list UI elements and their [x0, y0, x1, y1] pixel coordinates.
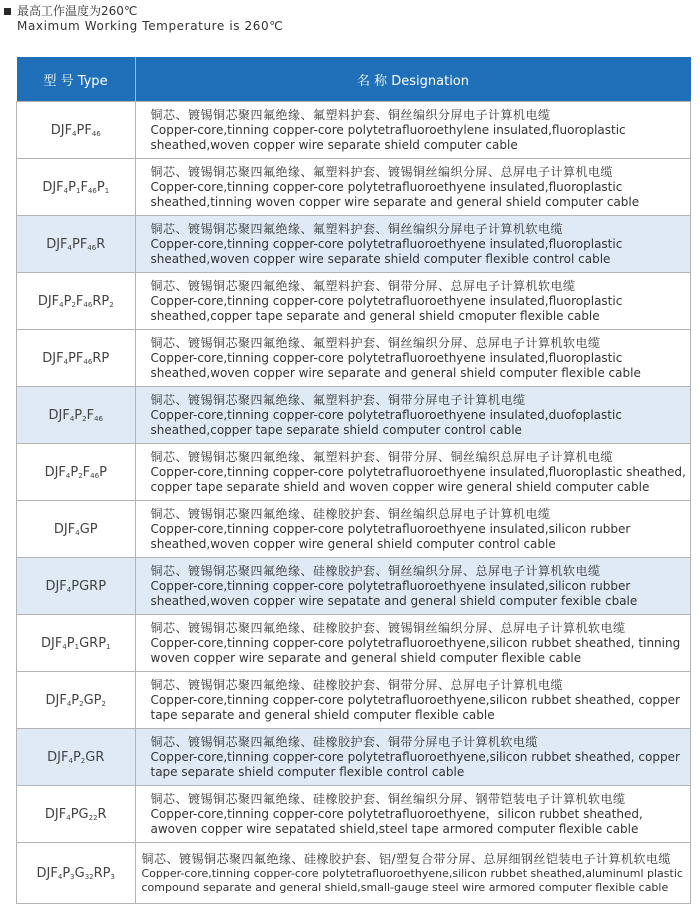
designation-cn: 铜芯、镀锡铜芯聚四氟绝缘、氟塑料护套、铜带分屏、铜丝编织总屏电子计算机电缆 [150, 449, 614, 464]
table-row [17, 501, 691, 558]
model-code-subscript: 46 [83, 300, 93, 309]
model-code-part: F [86, 407, 95, 423]
model-code-subscript: 46 [87, 243, 97, 252]
table-row [17, 843, 691, 904]
model-code-part: DJF [37, 293, 60, 309]
model-code-part: DJF [48, 407, 70, 423]
designation [135, 786, 691, 843]
designation-cn: 铜芯、镀锡铜芯聚四氟绝缘、氟塑料护套、铜丝编织分屏电子计算机电缆 [150, 107, 551, 122]
model-code-part: R [97, 806, 107, 822]
model-code-part: DJF [42, 350, 64, 366]
model-code-subscript: 4 [69, 414, 75, 423]
model-code-part: P [70, 464, 79, 480]
designation-cn: 铜芯、镀锡铜芯聚四氟绝缘、硅橡胶护套、铜丝编织分屏、总屏电子计算机软电缆 [150, 563, 601, 578]
model-code-subscript: 4 [67, 243, 72, 252]
designation [135, 387, 691, 444]
model-code-part: RP [92, 293, 110, 309]
model-code-subscript: 1 [106, 642, 111, 651]
model-code-part: RP [93, 865, 111, 881]
model-code-part: GP [79, 521, 98, 537]
column-header-designation: 名 称 Designation [135, 57, 691, 102]
designation-en: Copper-core,tinning copper-core polytetrafluoroethyene,silicon rubbet sheathed, copper tape separate shield computer flexible control cable [150, 749, 680, 779]
model-code-subscript: 1 [74, 642, 80, 651]
table-row [17, 387, 691, 444]
model-code [17, 729, 136, 786]
designation [135, 444, 691, 501]
designation [135, 216, 691, 273]
designation-cn: 铜芯、镀锡铜芯聚四氟绝缘、氟塑料护套、镀锡铜丝编织分屏、总屏电子计算机电缆 [150, 164, 614, 179]
model-code [17, 558, 136, 615]
designation [135, 672, 691, 729]
model-code-subscript: 2 [80, 756, 86, 765]
designation [135, 102, 691, 159]
table-row [17, 786, 691, 843]
designation-en: Copper-core,tinning copper-core polytetrafluoroethyene insulated,silicon rubber sheathed,woven copper wire general shield computer control cable [150, 521, 631, 551]
model-code-part: P [71, 692, 80, 708]
model-code-subscript: 2 [71, 300, 76, 309]
designation-en: Copper-core,tinning copper-core polytetrafluoroethyene insulated,fluoroplastic sheathed,woven copper wire separate and general shield computer flexible cable [150, 350, 641, 380]
model-code [17, 387, 136, 444]
model-code-subscript: 4 [57, 872, 63, 881]
model-code [17, 444, 136, 501]
designation-en: Copper-core,tinning copper-core polytetrafluoroethyene insulated,duofoplastic sheathed,copper tape separate shield computer control cable [150, 407, 622, 437]
model-code-subscript: 4 [72, 129, 77, 138]
model-code-part: P [62, 865, 71, 881]
model-code-subscript: 4 [63, 357, 69, 366]
model-code-part: F [80, 179, 88, 195]
model-code-subscript: 4 [68, 756, 73, 765]
model-code-subscript: 46 [91, 129, 101, 138]
model-code-part: DJF [53, 521, 76, 537]
model-code-subscript: 4 [62, 642, 67, 651]
model-code-subscript: 2 [109, 300, 114, 309]
table-row [17, 558, 691, 615]
designation-cn: 铜芯、镀锡铜芯聚四氟绝缘、硅橡胶护套、镀锡铜丝编织分屏、总屏电子计算机软电缆 [150, 620, 626, 635]
model-code-part: PGRP [71, 578, 107, 594]
model-code-part: DJF [36, 865, 58, 881]
model-code-subscript: 46 [94, 414, 103, 423]
model-code-subscript: 1 [104, 186, 110, 195]
model-code-part: DJF [45, 578, 67, 594]
designation [135, 330, 691, 387]
table-row [17, 330, 691, 387]
model-code-part: DJF [46, 236, 68, 252]
model-code-subscript: 2 [79, 699, 84, 708]
table-row [17, 273, 691, 330]
table-row [17, 672, 691, 729]
model-code-part: GP [83, 692, 102, 708]
column-header-type: 型 号 Type [17, 57, 136, 102]
designation [135, 843, 691, 904]
bullet-square-icon [4, 8, 11, 15]
model-code [17, 273, 136, 330]
model-code-part: P [96, 179, 105, 195]
designation-cn: 铜芯、镀锡铜芯聚四氟绝缘、氟塑料护套、铜带分屏电子计算机电缆 [150, 392, 526, 407]
model-code [17, 501, 136, 558]
designation-en: Copper-core,tinning copper-core polytetrafluoroethyene insulated,fluoroplastic sheathed,copper tape separate and general shield cmoputer flexible cable [150, 293, 623, 323]
model-code-part: P [63, 293, 72, 309]
model-code-part: DJF [44, 464, 66, 480]
model-code-part: P [99, 464, 107, 480]
model-code [17, 843, 136, 904]
model-code [17, 159, 136, 216]
model-code [17, 615, 136, 672]
table-row [17, 444, 691, 501]
designation [135, 273, 691, 330]
model-code-subscript: 2 [78, 471, 83, 480]
designation-cn: 铜芯、镀锡铜芯聚四氟绝缘、氟塑料护套、铜丝编织分屏、总屏电子计算机软电缆 [150, 335, 601, 350]
model-code [17, 102, 136, 159]
designation [135, 558, 691, 615]
model-code-part: PF [72, 236, 88, 252]
designation-en: Copper-core,tinning copper-core polytetrafluoroethyene insulated,fluoroplastic sheathed, copper tape separate shield and woven copper wire general shield computer cable [150, 464, 686, 494]
model-code-subscript: 46 [87, 186, 97, 195]
model-code-subscript: 4 [75, 528, 80, 537]
designation-en: Copper-core,tinning copper-core polytetrafluoroethyene，silicon rubbet sheathed, awoven copper wire sepatated shield,steel tape armored computer flexible cable [150, 806, 643, 836]
model-code-part: P [74, 407, 83, 423]
model-code-part: P [72, 749, 81, 765]
model-code-subscript: 4 [66, 813, 71, 822]
designation-cn: 铜芯、镀锡铜芯聚四氟绝缘、硅橡胶护套、铝/塑复合带分屏、总屏细钢丝铠装电子计算机软电缆 [141, 851, 672, 866]
table-row [17, 615, 691, 672]
model-code-part: GRP [79, 635, 107, 651]
designation-cn: 铜芯、镀锡铜芯聚四氟绝缘、硅橡胶护套、铜带分屏、总屏电子计算机电缆 [150, 677, 564, 692]
designation-cn: 铜芯、镀锡铜芯聚四氟绝缘、硅橡胶护套、铜丝编织总屏电子计算机电缆 [150, 506, 551, 521]
model-code-part: F [75, 293, 84, 309]
model-code-part: PF [76, 122, 92, 138]
table-row [17, 159, 691, 216]
designation-en: Copper-core,tinning copper-core polytetrafluoroethyene insulated,silicon rubber sheathed,woven copper wire sepatate and general shield computer fexible cbale [150, 578, 638, 608]
designation-cn: 铜芯、镀锡铜芯聚四氟绝缘、硅橡胶护套、铜带分屏电子计算机软电缆 [150, 734, 539, 749]
designation-cn: 铜芯、镀锡铜芯聚四氟绝缘、硅橡胶护套、铜丝编织分屏、钢带铠装电子计算机软电缆 [150, 791, 626, 806]
model-code-subscript: 4 [65, 471, 71, 480]
model-code [17, 672, 136, 729]
table-row [17, 729, 691, 786]
header [4, 4, 283, 34]
model-code-part: DJF [40, 635, 63, 651]
model-code [17, 216, 136, 273]
header-en-text: Maximum Working Temperature is 260℃ [17, 19, 284, 33]
designation-cn: 铜芯、镀锡铜芯聚四氟绝缘、氟塑料护套、铜带分屏、总屏电子计算机软电缆 [150, 278, 576, 293]
model-code-part: DJF [45, 692, 67, 708]
model-code-part: PF [68, 350, 84, 366]
designation [135, 159, 691, 216]
header-cn-line [4, 4, 283, 19]
model-code-part: RP [92, 350, 110, 366]
model-code-part: GR [85, 749, 105, 765]
model-code-subscript: 2 [101, 699, 106, 708]
model-code-subscript: 46 [90, 471, 100, 480]
model-code-subscript: 4 [63, 186, 69, 195]
cable-table [16, 57, 691, 904]
table-header-row [17, 57, 691, 102]
model-code-subscript: 1 [75, 186, 81, 195]
model-code-subscript: 2 [82, 414, 87, 423]
model-code [17, 330, 136, 387]
model-code-subscript: 46 [83, 357, 93, 366]
model-code-subscript: 4 [66, 699, 72, 708]
model-code-part: DJF [42, 179, 64, 195]
model-code-part: PG [70, 806, 89, 822]
designation-en: Copper-core,tinning copper-core polytetrafluoroethyene insulated,fluoroplastic sheathed,tinning woven copper wire separate and general shield computer cable [150, 179, 640, 209]
model-code-part: P [68, 179, 76, 195]
model-code-part: DJF [44, 806, 67, 822]
table-body [17, 102, 691, 904]
model-code-part: P [66, 635, 75, 651]
model-code-part: G [74, 865, 85, 881]
model-code-part: DJF [47, 749, 69, 765]
designation-en: Copper-core,tinning copper-core polytetrafluoroethyene,silicon rubbet sheathed, copper tape separate and general shield computer flexible cable [150, 692, 680, 722]
table-row [17, 216, 691, 273]
model-code-subscript: 32 [84, 872, 94, 881]
model-code-subscript: 4 [59, 300, 64, 309]
designation-en: Copper-core,tinning copper-core polytetrafluoroethyene insulated,fluoroplastic sheathed,woven copper wire separate shield computer flexible control cable [150, 236, 623, 266]
model-code-part: R [96, 236, 106, 252]
model-code-part: F [82, 464, 91, 480]
designation-cn: 铜芯、镀锡铜芯聚四氟绝缘、氟塑料护套、铜丝编织分屏电子计算机软电缆 [150, 221, 564, 236]
model-code-subscript: 3 [110, 872, 115, 881]
model-code-subscript: 4 [66, 585, 72, 594]
designation [135, 501, 691, 558]
designation-en: Copper-core,tinning copper-core polytetrafluoroethylene insulated,fluoroplastic sheathed,woven copper wire separate shield computer cable [150, 122, 626, 152]
table-row [17, 102, 691, 159]
model-code [17, 786, 136, 843]
designation-en: Copper-core,tinning copper-core polytetrafluoroethyene,silicon rubbet sheathed,aluminuml plastic compound separate and general shield,small-gauge steel wire armored computer flexible cable [141, 866, 683, 894]
designation [135, 729, 691, 786]
model-code-subscript: 22 [88, 813, 98, 822]
header-cn-text: 最高工作温度为260℃ [17, 4, 138, 18]
designation-en: Copper-core,tinning copper-core polytetrafluoroethyene,silicon rubbet sheathed, tinning woven copper wire separate and general shield computer flexible cable [150, 635, 681, 665]
model-code-subscript: 3 [70, 872, 75, 881]
model-code-part: DJF [50, 122, 73, 138]
designation [135, 615, 691, 672]
